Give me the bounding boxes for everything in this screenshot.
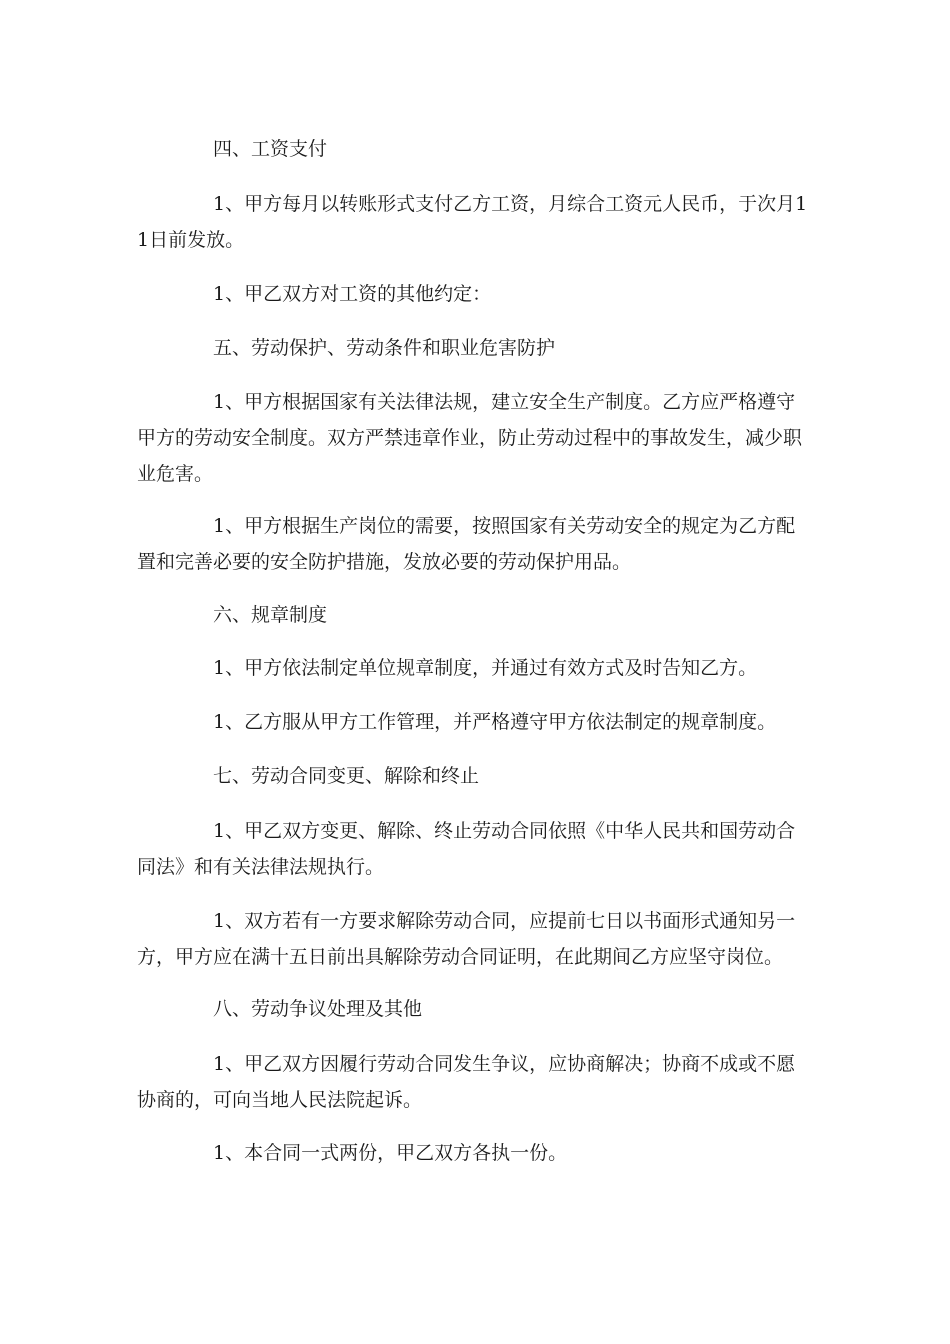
paragraph-contract-copies: 1、本合同一式两份，甲乙双方各执一份。 [213,1142,568,1164]
section-heading-wage-payment: 四、工资支付 [213,138,328,160]
paragraph-wage-other-agreement: 1、甲乙双方对工资的其他约定： [213,283,492,305]
paragraph-safety-system: 1、甲方根据国家有关法律法规，建立安全生产制度。乙方应严格遵守甲方的劳动安全制度。双方严禁违章作业，防止劳动过程中的事故发生，减少职业危害。 [137,391,803,485]
section-heading-rules: 六、规章制度 [213,604,328,626]
section-heading-contract-change: 七、劳动合同变更、解除和终止 [213,765,480,787]
paragraph-contract-law: 1、甲乙双方变更、解除、终止劳动合同依照《中华人民共和国劳动合同法》和有关法律法规执行。 [137,820,796,878]
paragraph-rules-notice: 1、甲方依法制定单位规章制度，并通过有效方式及时告知乙方。 [213,657,758,679]
paragraph-protective-measures: 1、甲方根据生产岗位的需要，按照国家有关劳动安全的规定为乙方配置和完善必要的安全防护措施，发放必要的劳动保护用品。 [137,515,796,573]
section-heading-labor-protection: 五、劳动保护、劳动条件和职业危害防护 [213,337,556,359]
paragraph-rules-compliance: 1、乙方服从甲方工作管理，并严格遵守甲方依法制定的规章制度。 [213,711,777,733]
paragraph-termination-notice: 1、双方若有一方要求解除劳动合同，应提前七日以书面形式通知另一方，甲方应在满十五日前出具解除劳动合同证明，在此期间乙方应坚守岗位。 [137,910,796,968]
section-heading-dispute: 八、劳动争议处理及其他 [213,998,423,1020]
paragraph-wage-payment-method: 1、甲方每月以转账形式支付乙方工资，月综合工资元人民币，于次月11日前发放。 [137,193,808,251]
paragraph-dispute-resolution: 1、甲乙双方因履行劳动合同发生争议，应协商解决；协商不成或不愿协商的，可向当地人民法院起诉。 [137,1053,796,1111]
